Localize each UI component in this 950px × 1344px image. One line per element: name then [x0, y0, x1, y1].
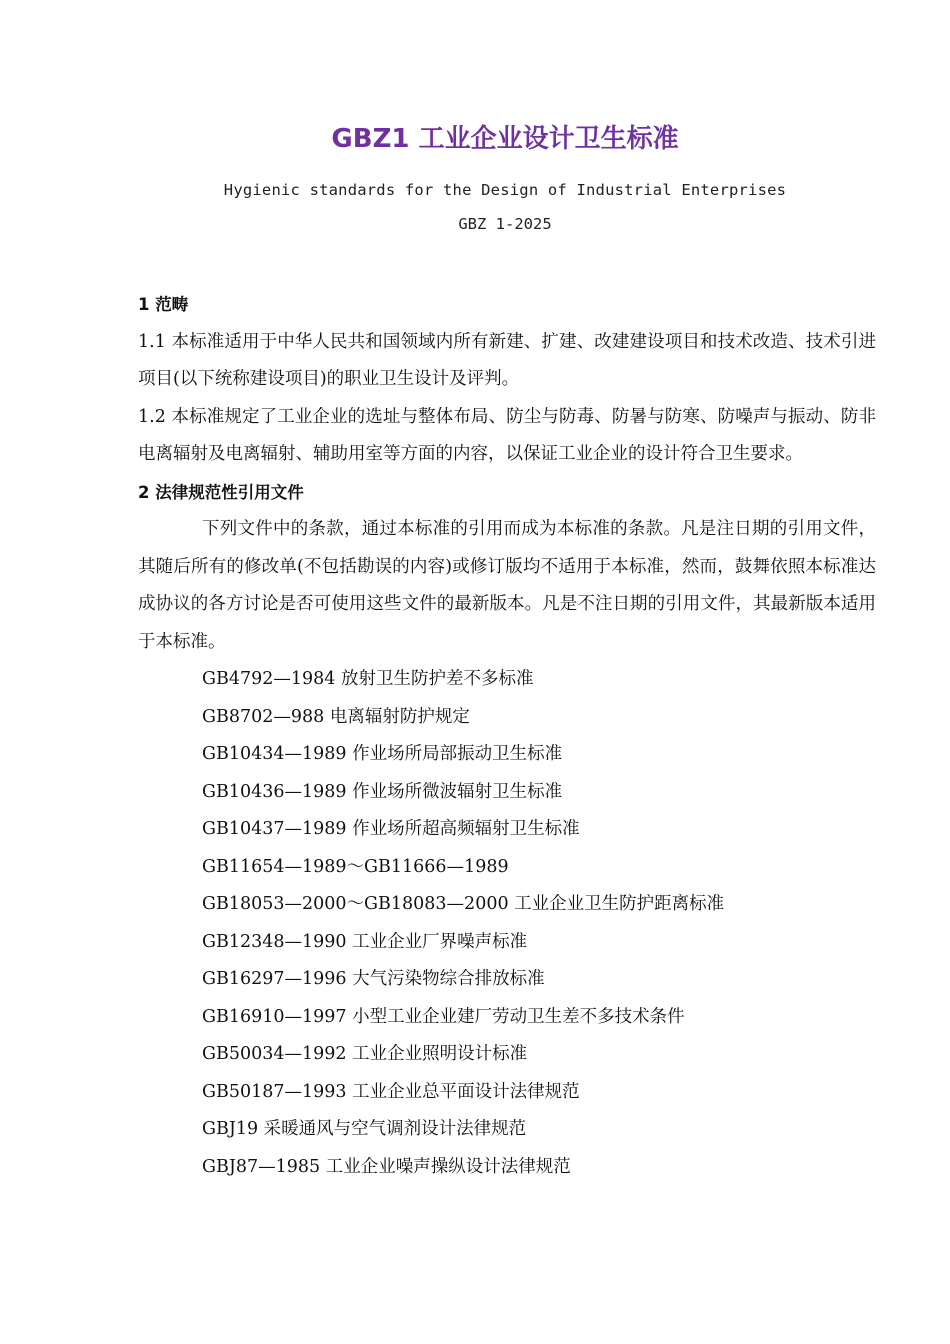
- section-1-2-paragraph: 1.2 本标准规定了工业企业的选址与整体布局、防尘与防毒、防暑与防寒、防噪声与振动、防非电离辐射及电离辐射、辅助用室等方面的内容，以保证工业企业的设计符合卫生要求。: [138, 406, 876, 464]
- section-1-1-paragraph: 1.1 本标准适用于中华人民共和国领域内所有新建、扩建、改建建设项目和技术改造、技术引进项目(以下统称建设项目)的职业卫生设计及评判。: [138, 331, 876, 389]
- section-2-heading: 2 法律规范性引用文件: [138, 482, 304, 502]
- reference-item: GB11654—1989～GB11666—1989: [202, 856, 509, 877]
- reference-item: GB10437—1989 作业场所超高频辐射卫生标准: [202, 819, 580, 839]
- reference-item: GB8702—988 电离辐射防护规定: [202, 706, 470, 727]
- section-1-heading: 1 范畴: [138, 295, 189, 314]
- reference-item: GBJ87—1985 工业企业噪声操纵设计法律规范: [202, 1156, 571, 1177]
- document-title: GBZ1 工业企业设计卫生标准: [331, 124, 679, 154]
- standard-code: GBZ 1-2025: [458, 215, 552, 233]
- document-body: [138, 286, 876, 1186]
- reference-item: GB16910—1997 小型工业企业建厂劳动卫生差不多技术条件: [202, 1006, 685, 1027]
- reference-item: GB50187—1993 工业企业总平面设计法律规范: [202, 1081, 580, 1102]
- reference-list: [138, 661, 876, 1186]
- reference-item: GB50034—1992 工业企业照明设计标准: [202, 1044, 528, 1064]
- reference-item: GBJ19 采暖通风与空气调剂设计法律规范: [202, 1119, 527, 1139]
- reference-item: GB10434—1989 作业场所局部振动卫生标准: [202, 744, 563, 764]
- reference-item: GB12348—1990 工业企业厂界噪声标准: [202, 931, 528, 952]
- document-subtitle: Hygienic standards for the Design of Industrial Enterprises: [223, 181, 787, 199]
- section-2-paragraph: 下列文件中的条款，通过本标准的引用而成为本标准的条款。凡是注日期的引用文件，其随后所有的修改单(不包括勘误的内容)或修订版均不适用于本标准，然而，鼓舞依照本标准达成协议的各方讨论是否可使用这些文件的最新版本。凡是不注日期的引用文件，其最新版本适用于本标准。: [138, 519, 876, 652]
- reference-item: GB10436—1989 作业场所微波辐射卫生标准: [202, 781, 563, 802]
- reference-item: GB4792—1984 放射卫生防护差不多标准: [202, 669, 534, 689]
- reference-item: GB16297—1996 大气污染物综合排放标准: [202, 969, 545, 989]
- reference-item: GB18053—2000～GB18083—2000 工业企业卫生防护距离标准: [202, 894, 725, 914]
